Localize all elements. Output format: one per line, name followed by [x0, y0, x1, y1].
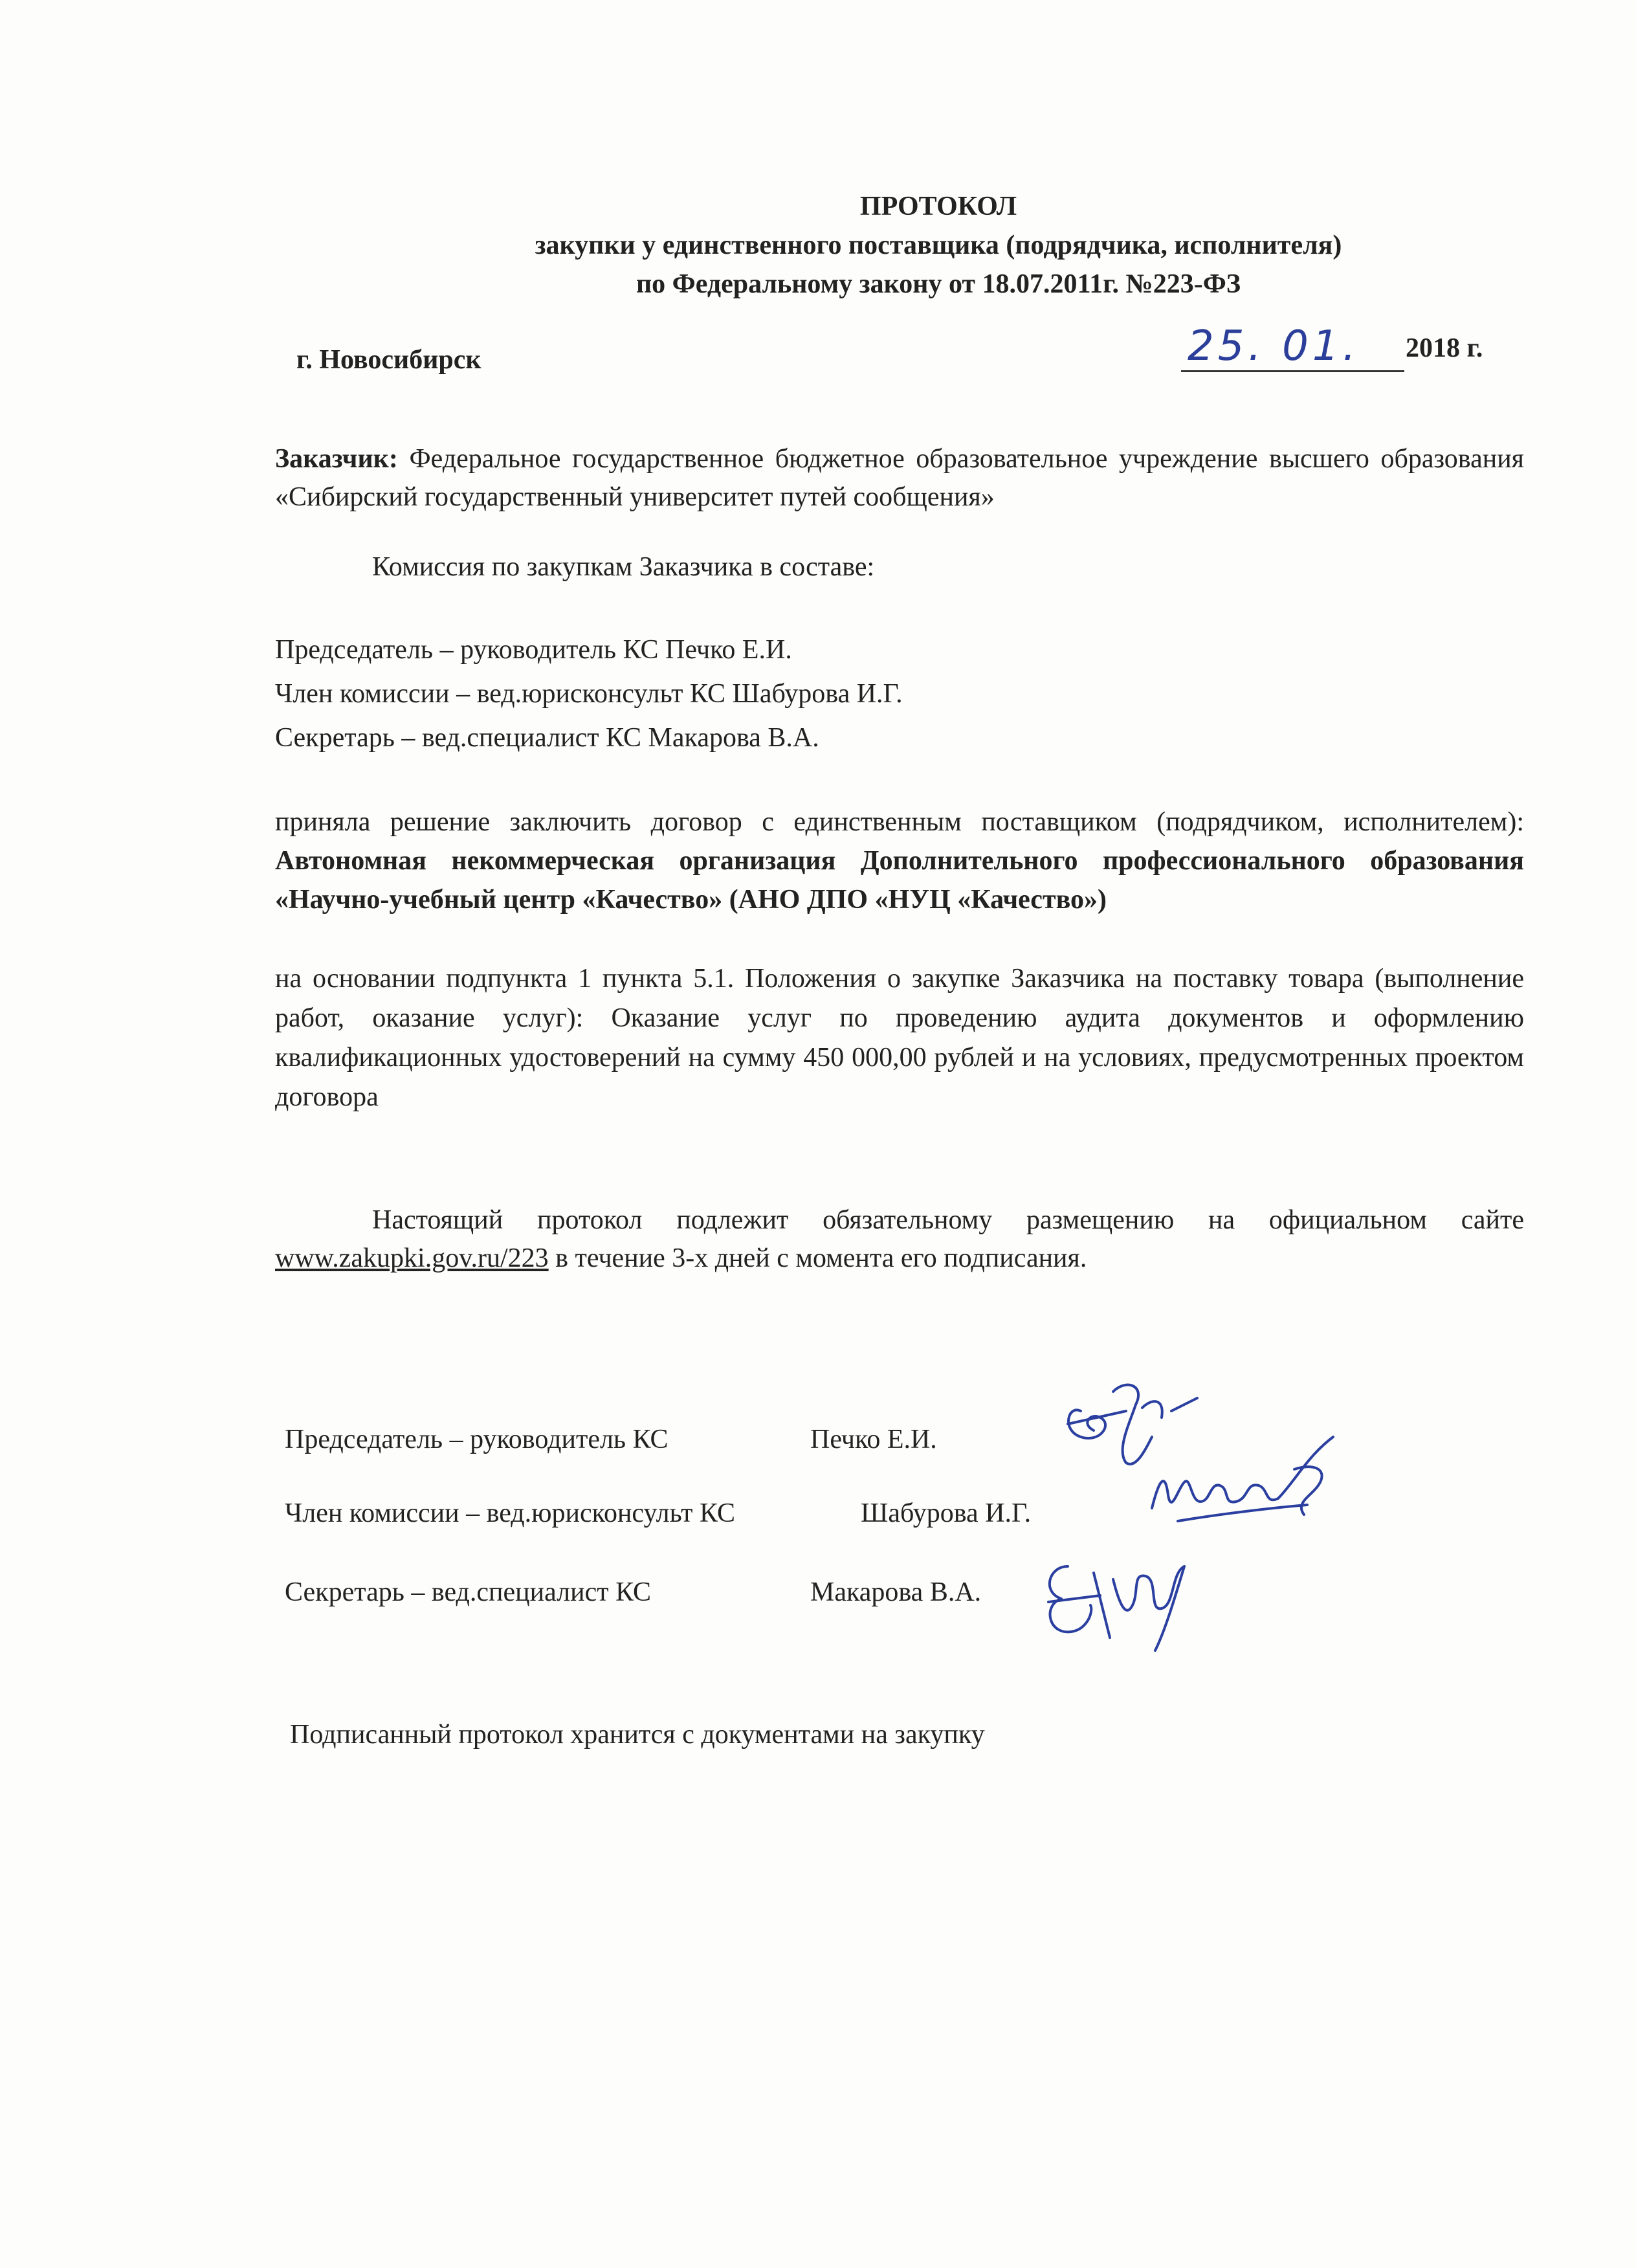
- publication-paragraph: [275, 1201, 1524, 1278]
- signature-lawyer: [1139, 1430, 1353, 1540]
- customer-text: Федеральное государственное бюджетное образовательное учреждение высшего образования «Сибирский государственный университет путей сообщения»: [275, 444, 1525, 512]
- decision-prefix: приняла решение заключить договор с единственным поставщиком (подрядчиком, исполнителем):: [275, 807, 1524, 837]
- date-year: 2018 г.: [1406, 333, 1483, 363]
- signature-role-chairman: Председатель – руководитель КС: [285, 1425, 669, 1454]
- law-reference: по Федеральному закону от 18.07.2011г. №223-ФЗ: [636, 269, 1241, 299]
- member-chairman: Председатель – руководитель КС Печко Е.И.: [275, 635, 792, 665]
- signature-name-lawyer: Шабурова И.Г.: [861, 1498, 1032, 1528]
- footer-note: Подписанный протокол хранится с документами на закупку: [290, 1720, 985, 1750]
- signature-role-lawyer: Член комиссии – вед.юрисконсульт КС: [285, 1498, 736, 1528]
- member-secretary: Секретарь – вед.специалист КС Макарова В.А.: [275, 723, 819, 753]
- signature-secretary: [1035, 1540, 1204, 1657]
- customer-paragraph: [275, 440, 1524, 517]
- document-subtitle: закупки у единственного поставщика (подрядчика, исполнителя): [535, 230, 1342, 260]
- place: г. Новосибирск: [296, 345, 481, 375]
- publication-text-before: Настоящий протокол подлежит обязательному размещению на официальном сайте: [372, 1205, 1524, 1235]
- date-underline: [1181, 322, 1404, 372]
- decision-basis: на основании подпункта 1 пункта 5.1. Положения о закупке Заказчика на поставку товара (выполнение работ, оказание услуг): Оказание услуг по проведению аудита документов и оформлению квалификационных удостоверений на сумму 450 000,00 рублей и на условиях, предусмотренных проектом договора: [275, 964, 1524, 1112]
- member-lawyer: Член комиссии – вед.юрисконсульт КС Шабурова И.Г.: [275, 679, 903, 709]
- commission-intro: Комиссия по закупкам Заказчика в составе:: [372, 552, 875, 582]
- signature-name-chairman: Печко Е.И.: [810, 1425, 937, 1454]
- document-title: ПРОТОКОЛ: [859, 192, 1017, 221]
- publication-text-after: в течение 3-х дней с момента его подписания.: [555, 1243, 1087, 1273]
- handwritten-date: 25. 01.: [1188, 322, 1360, 370]
- signature-name-secretary: Макарова В.А.: [810, 1577, 982, 1607]
- signature-role-secretary: Секретарь – вед.специалист КС: [285, 1577, 652, 1607]
- zakupki-link[interactable]: www.zakupki.gov.ru/223: [275, 1243, 549, 1273]
- decision-paragraph: [275, 803, 1524, 919]
- customer-label: Заказчик:: [275, 444, 398, 474]
- supplier-name: Автономная некоммерческая организация Дополнительного профессионального образования «Научно-учебный центр «Качество» (АНО ДПО «НУЦ «Качество»): [275, 846, 1524, 915]
